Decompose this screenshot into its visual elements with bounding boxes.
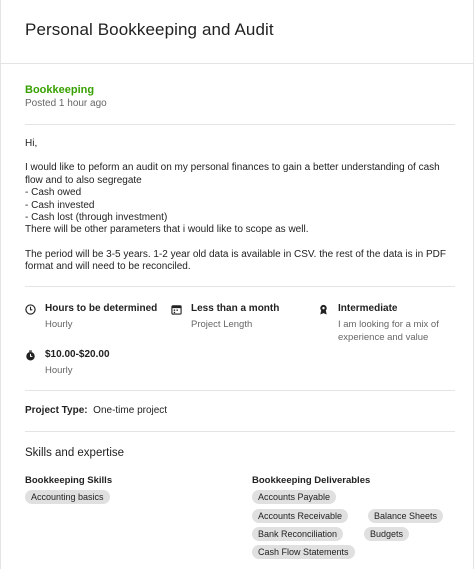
divider [25, 431, 455, 432]
feature-experience-level [318, 303, 463, 343]
skills-section-title: Skills and expertise [25, 447, 125, 459]
skill-chip[interactable]: Cash Flow Statements [252, 545, 355, 559]
stopwatch-icon [25, 350, 36, 361]
feature-rate [25, 349, 165, 379]
skill-group-heading: Bookkeeping Deliverables [252, 475, 371, 486]
description-period: The period will be 3-5 years. 1-2 year old data is available in CSV. the rest of the data is in PDF format and will need to be reconciled. [25, 248, 446, 273]
feature-subtitle: I am looking for a mix of experience and value [338, 319, 439, 343]
skill-chip[interactable]: Bank Reconciliation [252, 527, 343, 541]
skill-group-heading: Bookkeeping Skills [25, 475, 113, 486]
job-title: Personal Bookkeeping and Audit [25, 20, 274, 39]
description-body [25, 162, 457, 236]
feature-title: Intermediate [338, 303, 398, 314]
project-type-label: Project Type: [25, 405, 88, 416]
feature-title: Less than a month [191, 303, 280, 314]
job-category-link[interactable]: Bookkeeping [25, 84, 95, 96]
divider [25, 286, 455, 287]
skill-chip[interactable]: Accounts Receivable [252, 509, 348, 523]
description-line: - Cash owed [25, 187, 82, 199]
project-type-value: One-time project [93, 405, 168, 416]
job-description [25, 138, 457, 274]
posted-time: Posted 1 hour ago [25, 98, 107, 109]
feature-subtitle: Project Length [191, 319, 253, 330]
skill-chip[interactable]: Balance Sheets [368, 509, 443, 523]
divider [25, 124, 455, 125]
skill-chip[interactable]: Budgets [364, 527, 409, 541]
divider [25, 390, 455, 391]
feature-duration [171, 303, 311, 333]
title-bar [1, 0, 473, 64]
feature-title: Hours to be determined [45, 303, 158, 314]
feature-subtitle: Hourly [45, 365, 73, 376]
feature-subtitle: Hourly [45, 319, 73, 330]
description-line: - Cash invested [25, 199, 95, 211]
project-type [25, 405, 167, 416]
feature-title: $10.00-$20.00 [45, 349, 110, 360]
description-line: There will be other parameters that i would like to scope as well. [25, 224, 309, 236]
calendar-icon [171, 304, 182, 315]
clock-icon [25, 304, 36, 315]
skill-chip[interactable]: Accounting basics [25, 490, 110, 504]
description-greeting: Hi, [25, 138, 38, 149]
feature-hours [25, 303, 165, 333]
expertise-icon [318, 304, 329, 315]
description-line: I would like to peform an audit on my personal finances to gain a better understanding of cash flow and to also segregate [25, 162, 440, 186]
description-line: - Cash lost (through investment) [25, 212, 168, 224]
skill-chip[interactable]: Accounts Payable [252, 490, 336, 504]
